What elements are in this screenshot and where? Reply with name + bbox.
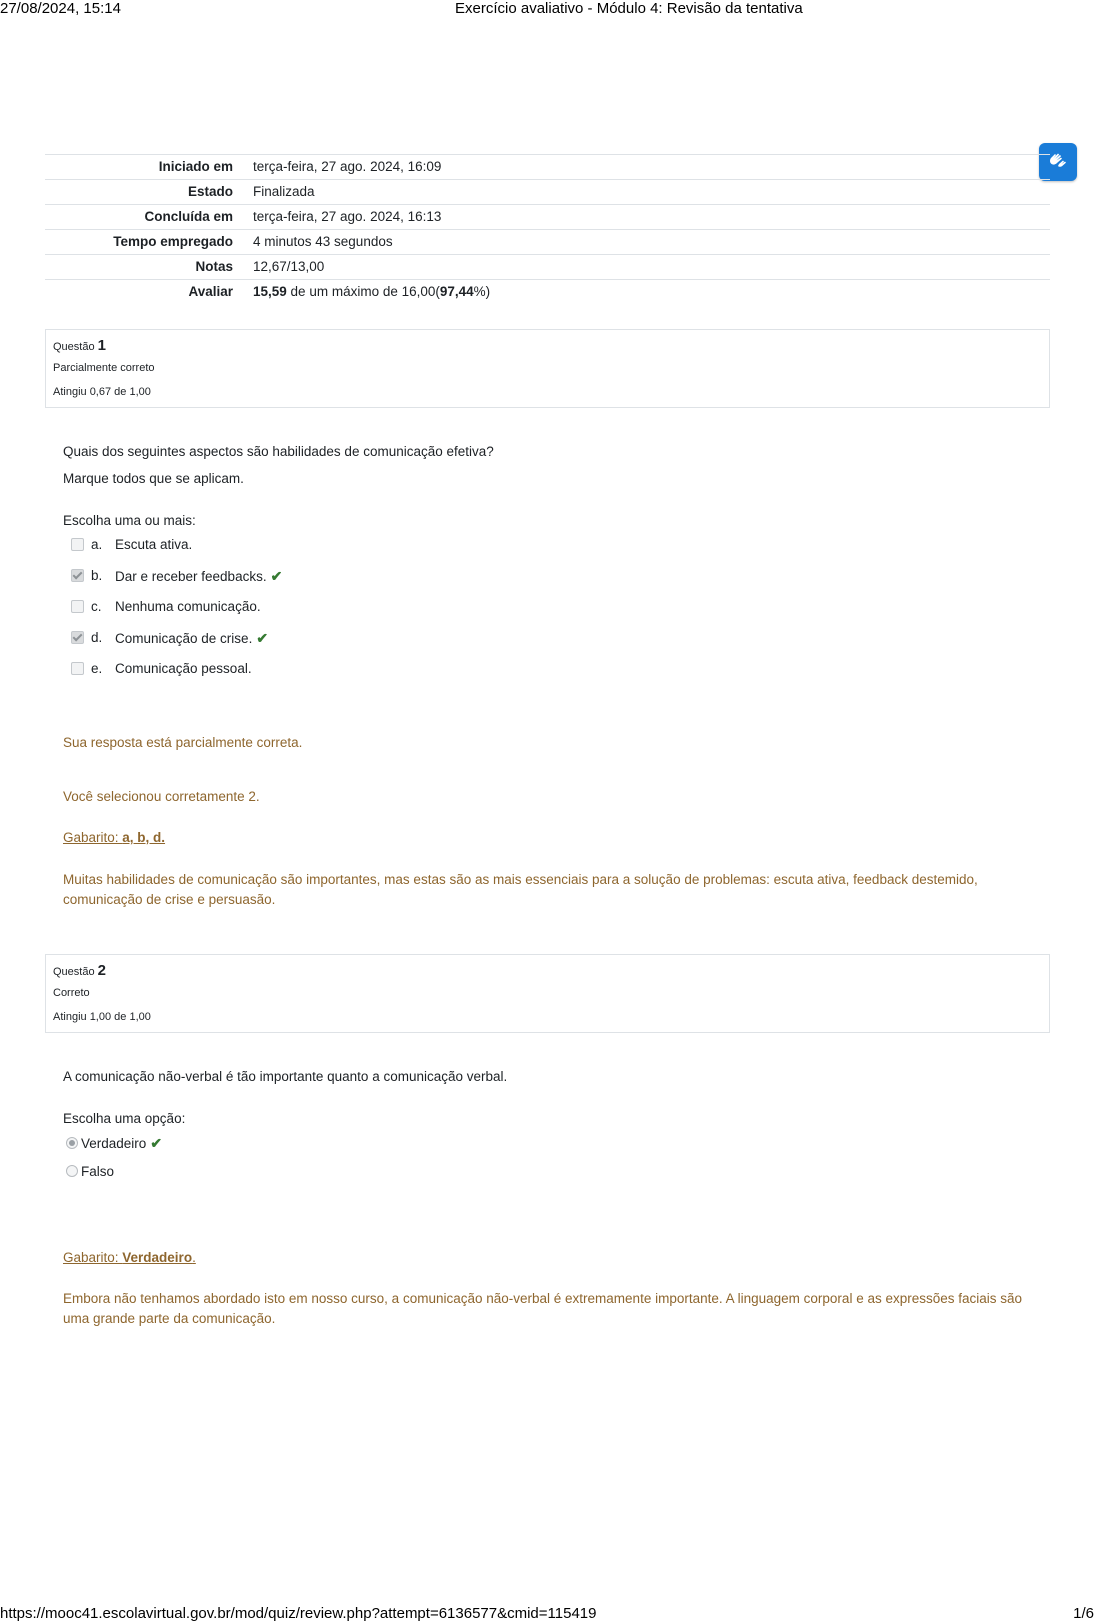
option-checkbox[interactable] xyxy=(71,538,84,551)
answer-key-value: a, b, d. xyxy=(122,830,166,845)
option-text: Verdadeiro xyxy=(81,1136,147,1151)
question-1-info xyxy=(45,329,1050,408)
grade-suffix: %) xyxy=(473,284,491,299)
question-prefix: Questão xyxy=(53,966,95,978)
print-url: https://mooc41.escolavirtual.gov.br/mod/quiz/review.php?attempt=6136577&cmid=115419 xyxy=(0,1605,597,1622)
option-checkbox[interactable] xyxy=(71,631,84,644)
option-checkbox[interactable] xyxy=(71,600,84,613)
summary-label-completed: Concluída em xyxy=(45,205,247,230)
print-footer xyxy=(0,1605,1094,1623)
option-radio[interactable] xyxy=(66,1165,78,1177)
option-text-wrap xyxy=(115,566,282,587)
summary-value-marks: 12,67/13,00 xyxy=(247,255,1050,280)
check-icon: ✔ xyxy=(256,630,269,646)
summary-value-time: 4 minutos 43 segundos xyxy=(247,230,1050,255)
option-checkbox[interactable] xyxy=(71,569,84,582)
print-title: Exercício avaliativo - Módulo 4: Revisão da tentativa xyxy=(455,0,803,17)
feedback-status: Sua resposta está parcialmente correta. xyxy=(63,735,303,750)
summary-label-marks: Notas xyxy=(45,255,247,280)
question-1-subtext: Marque todos que se aplicam. xyxy=(63,471,244,486)
option-text: Nenhuma comunicação. xyxy=(115,599,261,614)
check-icon: ✔ xyxy=(150,1135,163,1151)
question-state: Parcialmente correto xyxy=(53,362,155,374)
option-text: Escuta ativa. xyxy=(115,537,193,552)
question-number xyxy=(53,962,106,979)
answer-key-value: Verdadeiro xyxy=(122,1250,193,1265)
question-grade: Atingiu 1,00 de 1,00 xyxy=(53,1011,151,1023)
print-header xyxy=(0,0,1094,20)
general-feedback: Embora não tenhamos abordado isto em nosso curso, a comunicação não-verbal é extremamente importante. A linguagem corporal e as expressões faciais são uma grande parte da comunicação. xyxy=(63,1291,1023,1326)
summary-row xyxy=(45,205,1050,230)
question-1-prompt: Escolha uma ou mais: xyxy=(63,513,196,528)
answer-option-e[interactable] xyxy=(63,659,252,679)
option-text: Comunicação de crise. xyxy=(115,631,253,646)
summary-label-time: Tempo empregado xyxy=(45,230,247,255)
question-number xyxy=(53,337,106,354)
attempt-summary-table xyxy=(45,154,1050,304)
print-page-number: 1/6 xyxy=(1073,1605,1094,1622)
feedback-count: Você selecionou corretamente 2. xyxy=(63,789,260,804)
option-text: Comunicação pessoal. xyxy=(115,661,252,676)
answer-key-label: Gabarito: xyxy=(63,1250,123,1265)
option-radio[interactable] xyxy=(66,1137,78,1149)
general-feedback: Muitas habilidades de comunicação são importantes, mas estas são as mais essenciais para a solução de problemas: escuta ativa, feedback destemido, comunicação de crise e persuasão. xyxy=(63,872,978,907)
summary-row xyxy=(45,180,1050,205)
check-icon: ✔ xyxy=(270,568,283,584)
option-text: Dar e receber feedbacks. xyxy=(115,569,267,584)
option-checkbox[interactable] xyxy=(71,662,84,675)
summary-row xyxy=(45,155,1050,180)
option-letter: c. xyxy=(91,599,102,614)
question-1-text: Quais dos seguintes aspectos são habilidades de comunicação efetiva? xyxy=(63,444,494,459)
answer-option-d[interactable] xyxy=(63,628,269,648)
summary-label-started: Iniciado em xyxy=(45,155,247,180)
option-text: Falso xyxy=(81,1164,115,1179)
answer-option-a[interactable] xyxy=(63,535,193,555)
print-date: 27/08/2024, 15:14 xyxy=(0,0,121,17)
answer-option-b[interactable] xyxy=(63,566,283,586)
question-2-info xyxy=(45,954,1050,1033)
summary-row xyxy=(45,280,1050,305)
question-number-value: 2 xyxy=(97,962,106,979)
grade-percent: 97,44 xyxy=(439,284,474,299)
summary-value-grade xyxy=(247,280,1050,305)
summary-value-completed: terça-feira, 27 ago. 2024, 16:13 xyxy=(247,205,1050,230)
option-letter: d. xyxy=(91,630,103,645)
question-state: Correto xyxy=(53,987,90,999)
option-letter: b. xyxy=(91,568,103,583)
option-letter: e. xyxy=(91,661,103,676)
answer-option-false[interactable] xyxy=(61,1162,114,1182)
summary-label-grade: Avaliar xyxy=(45,280,247,305)
summary-label-state: Estado xyxy=(45,180,247,205)
answer-key-label: Gabarito: xyxy=(63,830,123,845)
summary-value-state: Finalizada xyxy=(247,180,1050,205)
question-number-value: 1 xyxy=(97,337,106,354)
question-prefix: Questão xyxy=(53,341,95,353)
summary-row xyxy=(45,230,1050,255)
grade-middle: de um máximo de 16,00( xyxy=(286,284,440,299)
answer-option-c[interactable] xyxy=(63,597,261,617)
summary-row xyxy=(45,255,1050,280)
answer-key-end: . xyxy=(192,1250,196,1265)
option-text-wrap xyxy=(115,628,268,649)
question-2-prompt: Escolha uma opção: xyxy=(63,1111,186,1126)
summary-value-started: terça-feira, 27 ago. 2024, 16:09 xyxy=(247,155,1050,180)
question-2-text: A comunicação não-verbal é tão importante quanto a comunicação verbal. xyxy=(63,1069,508,1084)
answer-key xyxy=(63,1248,196,1268)
question-grade: Atingiu 0,67 de 1,00 xyxy=(53,386,151,398)
answer-key xyxy=(63,828,165,848)
option-letter: a. xyxy=(91,537,103,552)
grade-score: 15,59 xyxy=(253,284,287,299)
answer-option-true[interactable] xyxy=(61,1133,162,1153)
